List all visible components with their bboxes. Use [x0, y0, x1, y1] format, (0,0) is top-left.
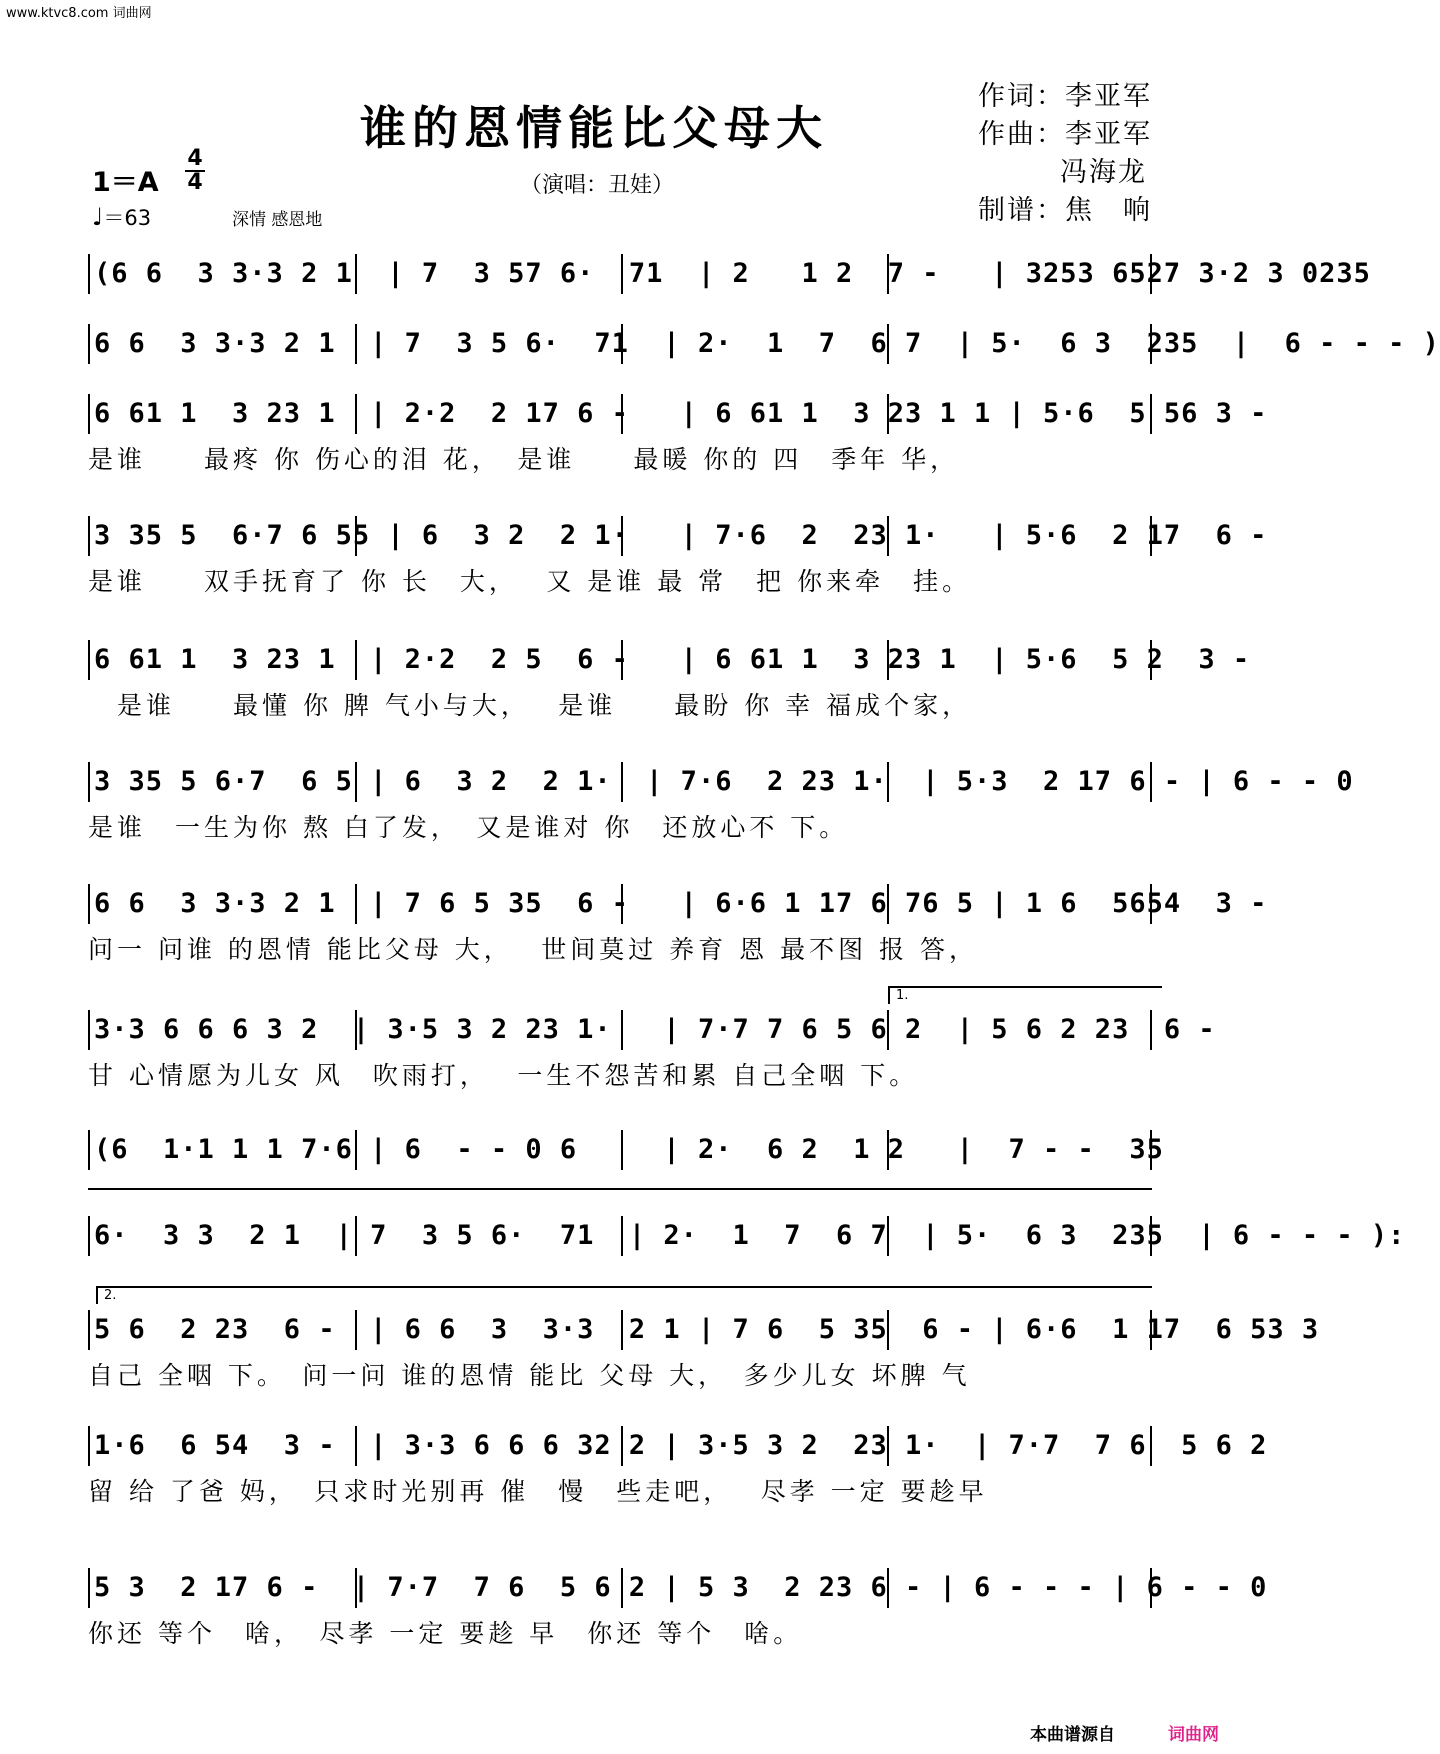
notes-line: 3 35 5 6·7 6 55 | 6 3 2 2 1· | 7·6 2 23 1· | 5·6 2 17 6 - [88, 516, 1152, 556]
lyricist-credit: 作词：李亚军 [978, 81, 1152, 112]
key-signature: 1＝A [92, 167, 159, 198]
notes-line: (6 1·1 1 1 7·6 | 6 - - 0 6 | 2· 6 2 1 2 | 7 - - 35 [88, 1130, 1152, 1170]
volta-first-ending: 1. [888, 986, 1162, 1004]
notes-line: 1·6 6 54 3 - | 3·3 6 6 6 32 2 | 3·5 3 2 23 1· | 7·7 7 6 5 6 2 [88, 1426, 1152, 1466]
footer-source-text: 本曲谱源自 [1030, 1725, 1115, 1745]
notes-line: 6 6 3 3·3 2 1 | 7 6 5 35 6 - | 6·6 1 17 6 76 5 | 1 6 5654 3 - [88, 884, 1152, 924]
notes-line: (6 6 3 3·3 2 1 | 7 3 57 6· 71 | 2 1 2 7 - | 3253 6527 3·2 3 0235 [88, 254, 1152, 294]
score-line-1 [88, 254, 1371, 294]
score-line-10 [88, 1216, 1406, 1256]
lyrics-line: 自己 全咽 下。 问一问 谁的恩情 能比 父母 大， 多少儿女 坏脾 气 [88, 1361, 971, 1390]
lyrics-line: 是谁 最懂 你 脾 气小与大， 是谁 最盼 你 幸 福成个家， [88, 691, 972, 720]
expression-marking: 深情 感恩地 [232, 210, 323, 230]
volta-second-ending: 2. [96, 1286, 1152, 1304]
notes-line: 6 61 1 3 23 1 | 2·2 2 17 6 - | 6 61 1 3 23 1 1 | 5·6 5 56 3 - [88, 394, 1152, 434]
notes-line: 5 6 2 23 6 - | 6 6 3 3·3 2 1 | 7 6 5 35 6 - | 6·6 1 17 6 53 3 [88, 1310, 1152, 1350]
score-line-5 [88, 640, 1251, 722]
arranger-credit: 制谱：焦 响 [978, 195, 1152, 226]
lyrics-line: 问一 问谁 的恩情 能比父母 大， 世间莫过 养育 恩 最不图 报 答， [88, 935, 978, 964]
notes-line: 3·3 6 6 6 3 2 | 3·5 3 2 23 1· | 7·7 7 6 5 6 2 | 5 6 2 23 6 - [88, 1010, 1152, 1050]
score-line-13 [88, 1568, 1268, 1650]
score-line-12 [88, 1426, 1268, 1508]
time-bottom: 4 [187, 170, 203, 195]
volta-bracket-line [88, 1188, 1152, 1190]
tempo-marking [92, 202, 151, 232]
score-line-9 [88, 1130, 1164, 1170]
score-line-7 [88, 884, 1268, 966]
footer-site-logo: 词曲网 [1168, 1725, 1219, 1745]
notes-line: 5 3 2 17 6 - | 7·7 7 6 5 6 2 | 5 3 2 23 6 - | 6 - - - | 6 - - 0 [88, 1568, 1152, 1608]
time-signature [183, 148, 207, 194]
notes-line: 6 61 1 3 23 1 | 2·2 2 5 6 - | 6 61 1 3 23 1 | 5·6 5 2 3 - [88, 640, 1152, 680]
score-line-4 [88, 516, 1268, 598]
lyrics-line: 是谁 一生为你 熬 白了发， 又是谁对 你 还放心不 下。 [88, 813, 849, 842]
lyrics-line: 是谁 双手抚育了 你 长 大， 又 是谁 最 常 把 你来牵 挂。 [88, 567, 972, 596]
notes-line: 3 35 5 6·7 6 5 | 6 3 2 2 1· | 7·6 2 23 1· | 5·3 2 17 6 - | 6 - - 0 [88, 762, 1152, 802]
score-line-11 [88, 1310, 1320, 1392]
quarter-note-icon: ♩ [92, 203, 104, 231]
notes-line: 6 6 3 3·3 2 1 | 7 3 5 6· 71 | 2· 1 7 6 7 | 5· 6 3 235 | 6 - - - ) [88, 324, 1152, 364]
time-top: 4 [187, 146, 203, 171]
lyrics-line: 是谁 最疼 你 伤心的泪 花， 是谁 最暖 你的 四 季年 华， [88, 445, 960, 474]
notes-line: 6· 3 3 2 1 | 7 3 5 6· 71 | 2· 1 7 6 7 | 5· 6 3 235 | 6 - - - ): [88, 1216, 1152, 1256]
watermark-text: www.ktvc8.com 词曲网 [6, 6, 152, 21]
score-line-6 [88, 762, 1354, 844]
lyrics-line: 留 给 了爸 妈， 只求时光别再 催 慢 些走吧， 尽孝 一定 要趁早 [88, 1477, 988, 1506]
lyrics-line: 你还 等个 啥， 尽孝 一定 要趁 早 你还 等个 啥。 [88, 1619, 803, 1648]
lyrics-line: 甘 心情愿为儿女 风 吹雨打， 一生不怨苦和累 自己全咽 下。 [88, 1061, 919, 1090]
tempo-value: ＝63 [103, 206, 152, 230]
score-line-2 [88, 324, 1440, 364]
score-line-3 [88, 394, 1268, 476]
composer-credit: 作曲：李亚军 [978, 119, 1152, 150]
composer2-credit: 冯海龙 [1060, 157, 1147, 188]
performer: （演唱：丑娃） [520, 173, 675, 198]
song-title: 谁的恩情能比父母大 [360, 101, 828, 155]
score-line-8 [88, 1010, 1216, 1092]
